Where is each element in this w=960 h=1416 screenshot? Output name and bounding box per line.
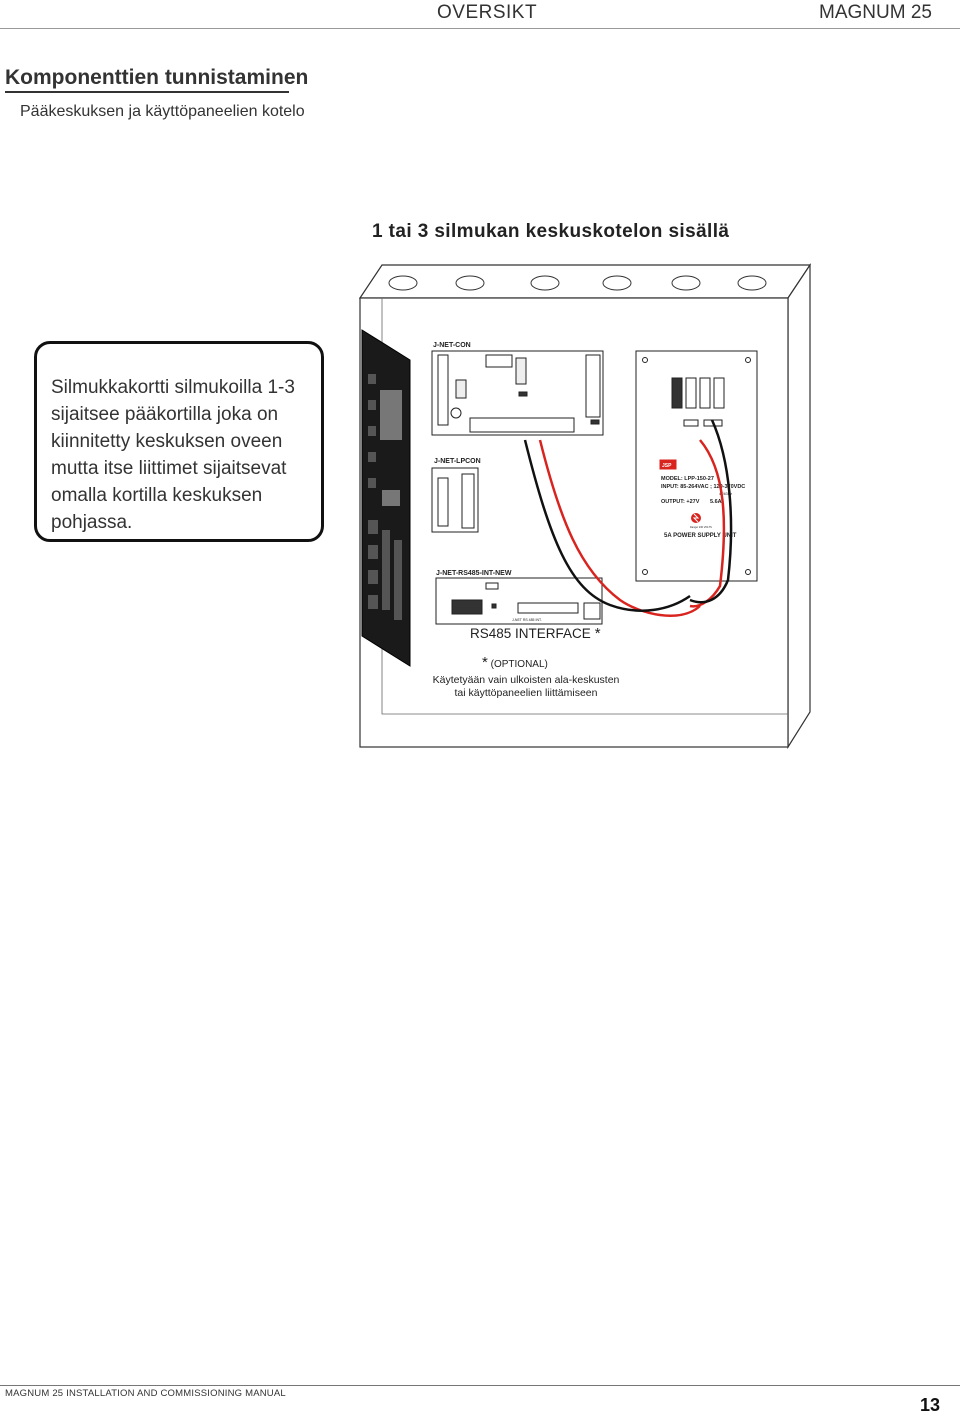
optional-label bbox=[482, 654, 548, 671]
psu-input: INPUT: 85-264VAC ; 120-370VDC bbox=[661, 484, 746, 490]
section-title: Komponenttien tunnistaminen bbox=[5, 66, 309, 89]
psu-model: MODEL: LPP-150-27 bbox=[661, 476, 714, 482]
optional-text: (OPTIONAL) bbox=[490, 659, 548, 670]
diagram-title: 1 tai 3 silmukan keskuskotelon sisällä bbox=[372, 221, 730, 242]
callout-line: omalla kortilla keskuksen bbox=[51, 485, 263, 506]
asterisk: * bbox=[482, 654, 488, 671]
net-con-board bbox=[432, 351, 603, 435]
net-lpcon-label: J-NET-LPCON bbox=[434, 458, 481, 465]
note-line: tai käyttöpaneelien liittämiseen bbox=[454, 687, 598, 699]
psu-freq: 47/63Hz bbox=[719, 492, 733, 496]
header-section-label: OVERSIKT bbox=[437, 2, 538, 23]
callout-box bbox=[34, 341, 324, 542]
net-lpcon-board bbox=[432, 468, 478, 532]
psu-output: OUTPUT: +27V bbox=[661, 499, 700, 505]
rs485-small-label: J-NET RS 485 INT. bbox=[512, 618, 542, 622]
rs485-interface-text: RS485 INTERFACE bbox=[470, 626, 591, 641]
section-subtitle: Pääkeskuksen ja käyttöpaneelien kotelo bbox=[20, 103, 305, 120]
page-number: 13 bbox=[919, 1395, 940, 1415]
header-product-name: MAGNUM 25 bbox=[819, 2, 932, 23]
psu-output-current: 5.6A bbox=[710, 499, 722, 505]
display-panel bbox=[362, 330, 410, 666]
net-con-label: J-NET-CON bbox=[433, 342, 471, 349]
callout-line: Silmukkakortti silmukoilla 1-3 bbox=[51, 377, 295, 398]
rs485-interface-label bbox=[470, 625, 601, 642]
callout-line: sijaitsee pääkortilla joka on bbox=[51, 404, 279, 425]
psu-warning: Danger 230 VOLTS bbox=[690, 526, 712, 529]
power-supply-unit bbox=[636, 351, 757, 581]
asterisk: * bbox=[594, 625, 601, 642]
footer-divider bbox=[0, 1385, 960, 1386]
psu-name: 5A POWER SUPPLY UNIT bbox=[664, 533, 737, 539]
psu-brand: JSP bbox=[662, 463, 672, 469]
danger-icon bbox=[691, 513, 701, 523]
callout-line: mutta itse liittimet sijaitsevat bbox=[51, 458, 287, 479]
optional-note bbox=[430, 674, 622, 700]
note-line: Käytetyään vain ulkoisten ala-keskusten bbox=[432, 674, 620, 686]
rs485-board-label: J-NET-RS485-INT-NEW bbox=[436, 570, 512, 577]
footer-manual-title: MAGNUM 25 INSTALLATION AND COMMISSIONING MANUAL bbox=[5, 1388, 286, 1399]
callout-line: pohjassa. bbox=[51, 512, 133, 533]
callout-line: kiinnitetty keskuksen oveen bbox=[51, 431, 283, 452]
